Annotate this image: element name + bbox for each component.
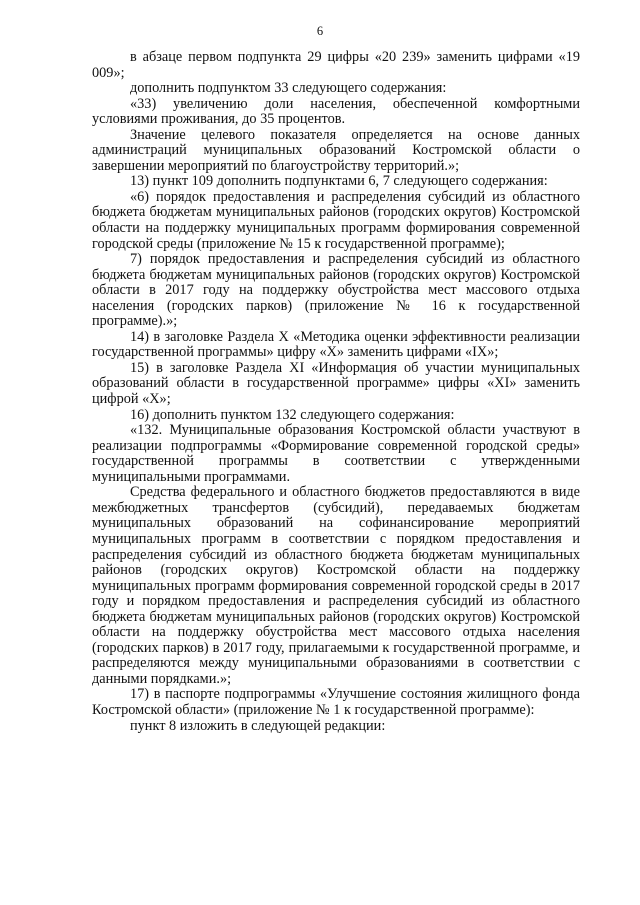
paragraph-3: «33) увеличению доли населения, обеспеченной комфортными условиями проживания, до 35 процентов. <box>92 95 580 128</box>
paragraph-11: «132. Муниципальные образования Костромской области участвуют в реализации подпрограммы «Формирование современной городской среды» государственной программы в соответствии с утвержденными муниципальными программами. <box>92 422 580 485</box>
paragraph-4: Значение целевого показателя определяется на основе данных администраций муниципальных образований Костромской области о завершении мероприятий по благоустройству территорий.»; <box>92 126 580 174</box>
paragraph-13: 17) в паспорте подпрограммы «Улучшение состояния жилищного фонда Костромской области» (приложение № 1 к государственной программе): <box>92 686 580 718</box>
document-body <box>92 50 580 734</box>
paragraph-14: пункт 8 изложить в следующей редакции: <box>130 717 386 734</box>
paragraph-9: 15) в заголовке Раздела XI «Информация об участии муниципальных образований области в государственной программе» цифры «XI» заменить цифрой «X»; <box>92 359 580 408</box>
paragraph-5: 13) пункт 109 дополнить подпунктами 6, 7 следующего содержания: <box>130 173 548 190</box>
paragraph-10: 16) дополнить пунктом 132 следующего содержания: <box>130 406 455 423</box>
paragraph-12: Средства федерального и областного бюджетов предоставляются в виде межбюджетных трансфертов (субсидий), передаваемых бюджетам муниципальных образований на софинансирование мероприятий муниципальных программ в соответствии с порядком предоставления и распределения субсидий из областного бюджета бюджетам муниципальных районов (городских округов) Костромской области на поддержку муниципальных программ формирования современной городской среды в 2017 году и порядком предоставления и распределения субсидий из областного бюджета бюджетам муниципальных районов (городских округов) Костромской области на поддержку обустройства мест массового отдыха населения (городских парков) в 2017 году, прилагаемыми к государственной программе, и распределяются между муниципальными образованиями в соответствии с данными порядками.»; <box>92 484 580 687</box>
paragraph-8: 14) в заголовке Раздела X «Методика оценки эффективности реализации государственной программы» цифру «X» заменить цифрами «IX»; <box>92 328 580 361</box>
paragraph-1: в абзаце первом подпункта 29 цифры «20 239» заменить цифрами «19 009»; <box>92 49 580 81</box>
paragraph-6: «6) порядок предоставления и распределения субсидий из областного бюджета бюджетам муниципальных районов (городских округов) Костромской области на поддержку муниципальных программ формирования современной городской среды (приложение № 15 к государственной программе); <box>92 188 580 252</box>
page-number: 6 <box>316 24 324 38</box>
paragraph-2: дополнить подпунктом 33 следующего содержания: <box>130 80 447 97</box>
paragraph-7: 7) порядок предоставления и распределения субсидий из областного бюджета бюджетам муниципальных районов (городских округов) Костромской области в 2017 году на поддержку обустройства мест массового отдыха населения (городских парков) (приложение № 16 к государственной программе).»; <box>92 251 580 330</box>
